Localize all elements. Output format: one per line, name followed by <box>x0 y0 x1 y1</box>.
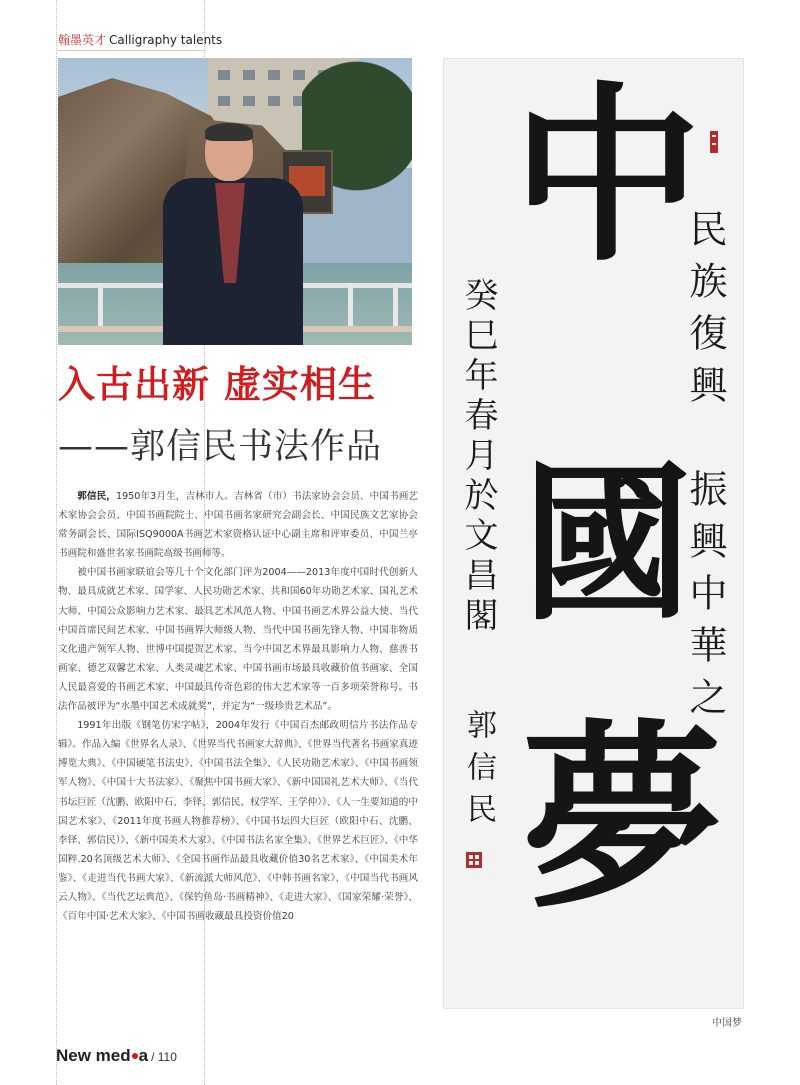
inscription-column-2: 癸巳年春月於文昌閣 <box>458 277 498 637</box>
article-title: 入古出新 虚实相生 <box>58 363 376 406</box>
inscription-column-1b: 振興中華之 <box>683 469 727 729</box>
page-footer <box>56 1046 177 1066</box>
photo-railing-post <box>348 283 353 331</box>
calligraphy-char-2: 國 <box>522 444 693 644</box>
artist-name: 郭信民， <box>77 491 116 502</box>
article-body <box>58 487 418 926</box>
page-number: / 110 <box>151 1050 177 1064</box>
calligraphy-char-1: 中 <box>512 64 703 287</box>
artwork-caption: 中国梦 <box>712 1018 742 1029</box>
calligraphy-char-3: 夢 <box>522 701 723 936</box>
calligraphy-artwork <box>443 58 744 1009</box>
brand-text: New med <box>56 1046 131 1065</box>
brand-dot-icon <box>132 1053 138 1059</box>
photo-person <box>163 123 303 345</box>
body-paragraph <box>58 716 418 926</box>
brand-text-end: a <box>138 1046 149 1065</box>
body-paragraph <box>58 487 418 563</box>
section-label-en: Calligraphy talents <box>109 33 223 47</box>
article-subtitle: ——郭信民书法作品 <box>58 427 383 467</box>
paragraph-text: 1991年出版《钢笔仿宋字帖》，2004年发行《中国百杰邮政明信片书法作品专辑》。作品入编《世界名人录》、《世界当代书画家大辞典》、《世界当代著名书画家真迹博览大典》、《中国硬笔书法史》、《中国书法全集》、《人民功勋艺术家》、《中国书画领军人物》、《中国十大书法家》、《聚焦中国书画大家》、《新中国国礼艺术大师》、《当代书坛巨匠（沈鹏、欧阳中石、李铎、郭信民、权学军、王学仲）》、《人一生要知道的中国艺术家》、《2011年度书画人物推荐榜》、《中国书坛四大巨匠（欧阳中石、沈鹏、李铎、郭信民）》、《新中国美术大家》、《中国书法名家全集》、《世界艺术巨匠》、《中华国粹.20名顶级艺术大师》、《全国书画作品最具收藏价值30名艺术家》、《中国美术年鉴》、《走进当代书画大家》、《新流派大师风范》、《中韩书画名家》、《中国当代书画风云人物》、《当代艺坛典范》、《保钓鱼岛·书画精神》、《走进大家》、《国家荣耀·荣誉》、《百年中国·艺术大家》、《中国书画收藏最具投资价值20 <box>58 720 418 923</box>
inscription-column-1: 民族復興 <box>683 209 727 417</box>
magazine-brand <box>56 1046 148 1065</box>
header-rule <box>56 50 206 51</box>
photo-railing-post <box>393 283 398 331</box>
page-guide-left <box>56 0 57 1085</box>
artist-photo <box>58 58 412 345</box>
paragraph-text: 被中国书画家联谊会等几十个文化部门评为2004——2013年度中国时代创新人物、最具成就艺术家、国学家、人民功勋艺术家、共和国60年功勋艺术家、国礼艺术大师、中国公众影响力艺术家、最具艺术风范人物、中国书画艺术界公益大使、当代中国首席民间艺术家、中国书画界大师级人物、当代中国书画先锋人物、中国非物质文化遗产领军人物、世博中国提贺艺术家、当今中国艺术界最具影响力人物、慈善书画家、德艺双馨艺术家、人类灵魂艺术家、中国书画市场最具收藏价值书画家、全国人民最喜爱的书画艺术家、中国最具传奇色彩的伟大艺术家等一百多项荣誉称号。书法作品被评为“水墨中国艺术成就奖”，并定为“一级珍贵艺术品”。 <box>58 567 418 713</box>
opening-seal <box>710 131 718 153</box>
name-seal <box>466 852 482 868</box>
photo-railing-post <box>98 283 103 331</box>
body-paragraph <box>58 563 418 716</box>
paragraph-text: 1950年3月生，吉林市人。吉林省（市）书法家协会会员、中国书画艺术家协会会员、中国书画院院士、中国书画名家研究会副会长、中国民族文艺家协会常务副会长、国际ISQ9000A书画艺术家资格认证中心副主席和评审委员、中国兰亭书画院和盛世名家书画院高级书画师等。 <box>58 491 418 560</box>
section-label-cn: 翰墨英才 <box>58 33 107 47</box>
section-header <box>58 33 222 47</box>
signature: 郭信民 <box>461 709 496 835</box>
